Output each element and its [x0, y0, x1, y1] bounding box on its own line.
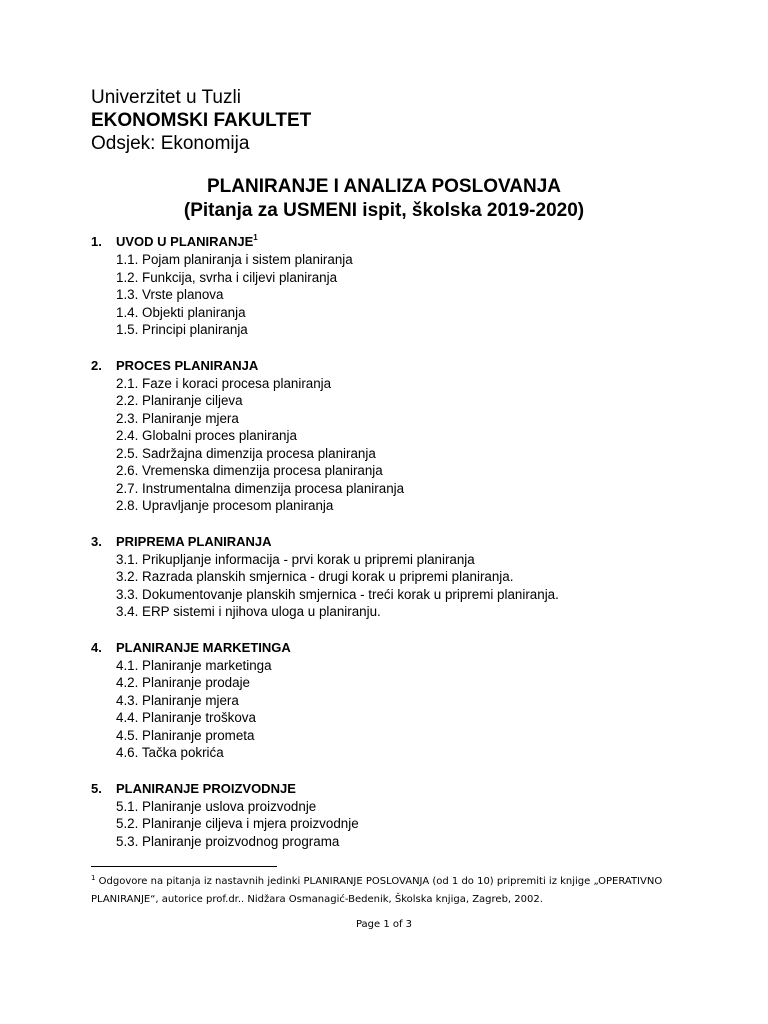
section-heading — [91, 233, 731, 251]
section-number: 2. — [91, 357, 102, 373]
question-item: 2.4. Globalni proces planiranja — [116, 428, 297, 443]
section-heading — [91, 639, 731, 657]
question-item: 4.2. Planiranje prodaje — [116, 675, 250, 690]
question-item: 2.2. Planiranje ciljeva — [116, 393, 243, 408]
question-item: 1.1. Pojam planiranja i sistem planiranja — [116, 252, 353, 267]
title-line-2: (Pitanja za USMENI ispit, školska 2019-2020) — [183, 200, 585, 221]
section-title: UVOD U PLANIRANJE — [116, 234, 254, 249]
footnote-line-1 — [91, 873, 731, 891]
footnote — [91, 873, 731, 909]
section-5 — [91, 780, 731, 851]
page-number: Page 1 of 3 — [355, 919, 413, 930]
question-item: 1.5. Principi planiranja — [116, 322, 248, 337]
question-item: 3.4. ERP sistemi i njihova uloga u planiranju. — [116, 604, 381, 619]
question-item: 2.8. Upravljanje procesom planiranja — [116, 498, 334, 513]
question-item: 4.6. Tačka pokrića — [116, 745, 224, 760]
section-title: PLANIRANJE PROIZVODNJE — [116, 780, 296, 796]
section-number: 1. — [91, 234, 102, 249]
question-item: 5.1. Planiranje uslova proizvodnje — [116, 798, 317, 814]
section-number: 3. — [91, 533, 102, 549]
faculty-name: EKONOMSKI FAKULTET — [91, 110, 312, 131]
question-item: 4.5. Planiranje prometa — [116, 727, 255, 743]
section-1 — [91, 233, 731, 339]
footnote-text-1: Odgovore na pitanja iz nastavnih jedinki PLANIRANJE POSLOVANJA (od 1 do 10) pripremiti iz knjige „OPERATIVNO — [98, 876, 663, 887]
section-2 — [91, 357, 731, 515]
question-item: 4.1. Planiranje marketinga — [116, 657, 272, 673]
question-item: 2.3. Planiranje mjera — [116, 410, 239, 426]
question-list — [91, 233, 731, 868]
department-name: Odsjek: Ekonomija — [91, 133, 250, 154]
section-number: 4. — [91, 639, 102, 655]
section-heading — [91, 780, 731, 798]
question-item: 3.1. Prikupljanje informacija - prvi korak u pripremi planiranja — [116, 551, 475, 567]
section-heading — [91, 357, 731, 375]
question-item: 2.5. Sadržajna dimenzija procesa planiranja — [116, 445, 376, 461]
question-item: 1.4. Objekti planiranja — [116, 304, 246, 320]
section-title: PLANIRANJE MARKETINGA — [116, 639, 291, 655]
document-title — [0, 175, 768, 223]
question-item: 3.3. Dokumentovanje planskih smjernica - treći korak u pripremi planiranja. — [116, 586, 559, 602]
section-title: PRIPREMA PLANIRANJA — [116, 533, 272, 549]
question-item: 4.3. Planiranje mjera — [116, 692, 239, 708]
footnote-reference: 1 — [253, 233, 258, 242]
question-item: 5.3. Planiranje proizvodnog programa — [116, 833, 340, 849]
question-item: 2.1. Faze i koraci procesa planiranja — [116, 375, 332, 391]
question-item: 5.2. Planiranje ciljeva i mjera proizvodnje — [116, 816, 359, 831]
question-item: 4.4. Planiranje troškova — [116, 710, 256, 725]
section-number: 5. — [91, 780, 102, 796]
document-header — [91, 86, 311, 155]
footnote-separator — [91, 866, 277, 867]
question-item: 1.2. Funkcija, svrha i ciljevi planiranja — [116, 269, 338, 285]
question-item: 3.2. Razrada planskih smjernica - drugi korak u pripremi planiranja. — [116, 569, 514, 584]
university-name: Univerzitet u Tuzli — [91, 87, 241, 108]
section-4 — [91, 639, 731, 762]
question-item: 2.7. Instrumentalna dimenzija procesa planiranja — [116, 480, 405, 496]
question-item: 2.6. Vremenska dimenzija procesa planiranja — [116, 463, 383, 478]
section-3 — [91, 533, 731, 621]
title-line-1: PLANIRANJE I ANALIZA POSLOVANJA — [207, 176, 561, 197]
footnote-marker: 1 — [91, 874, 96, 882]
section-title: PROCES PLANIRANJA — [116, 357, 259, 373]
footnote-line-2: PLANIRANJE“, autorice prof.dr.. Nidžara Osmanagić-Bedenik, Školska knjiga, Zagreb, 2002. — [91, 894, 543, 905]
section-heading — [91, 533, 731, 551]
question-item: 1.3. Vrste planova — [116, 287, 224, 302]
